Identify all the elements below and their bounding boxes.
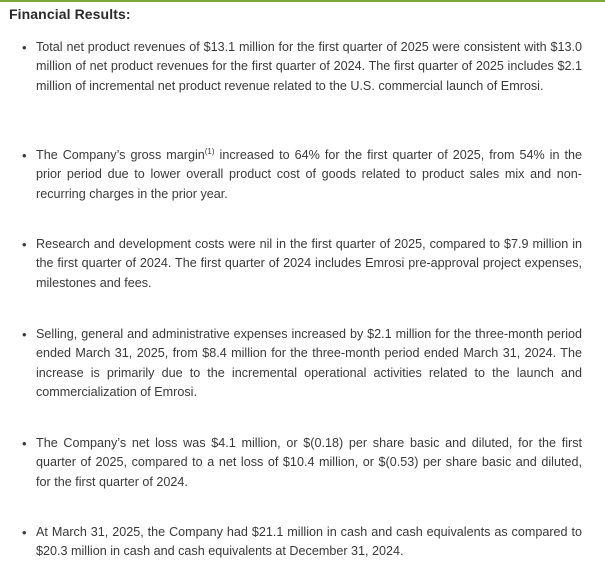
list-item-text [36,146,582,204]
list-item-cash [22,523,582,562]
list-item-net-loss [22,434,582,492]
gross-margin-body-text: increased to 64% for the first quarter of 2025, from 54% in the prior period due to lower overall product cost of goods related to product sales mix and non-recurring charges in the prior year. [36,148,582,201]
list-item-research-development [22,235,582,293]
bullet-icon: • [22,436,27,451]
list-item-sga-expenses [22,325,582,402]
list-item-text: At March 31, 2025, the Company had $21.1 million in cash and cash equivalents as compared to $20.3 million in cash and cash equivalents at December 31, 2024. [36,525,582,559]
list-item-revenue [22,38,582,96]
bullet-icon: • [22,237,27,252]
footnote-marker: (1) [204,147,215,156]
bullet-icon: • [22,525,27,540]
list-item-text: Research and development costs were nil in the first quarter of 2025, compared to $7.9 million in the first quarter of 2024. The first quarter of 2024 includes Emrosi pre-approval project expenses, milestones and fees. [36,237,582,290]
bullet-icon: • [22,40,27,55]
section-heading: Financial Results: [9,6,131,22]
list-item-gross-margin [22,146,582,204]
bullet-icon: • [22,148,27,163]
list-item-text: Total net product revenues of $13.1 million for the first quarter of 2025 were consistent with $13.0 million of net product revenues for the first quarter of 2024. The first quarter of 2025 includes $2.1 million of incremental net product revenue related to the U.S. commercial launch of Emrosi. [36,40,582,93]
top-accent-rule [0,0,605,2]
bullet-icon: • [22,327,27,342]
list-item-text: The Company’s net loss was $4.1 million, or $(0.18) per share basic and diluted, for the first quarter of 2025, compared to a net loss of $10.4 million, or $(0.53) per share basic and diluted, for the first quarter of 2024. [36,436,582,489]
gross-margin-lead-text: The Company’s gross margin [36,148,205,162]
list-item-text: Selling, general and administrative expenses increased by $2.1 million for the three-month period ended March 31, 2025, from $8.4 million for the three-month period ended March 31, 2024. The increase is primarily due to the incremental operational activities related to the launch and commercialization of Emrosi. [36,327,582,399]
